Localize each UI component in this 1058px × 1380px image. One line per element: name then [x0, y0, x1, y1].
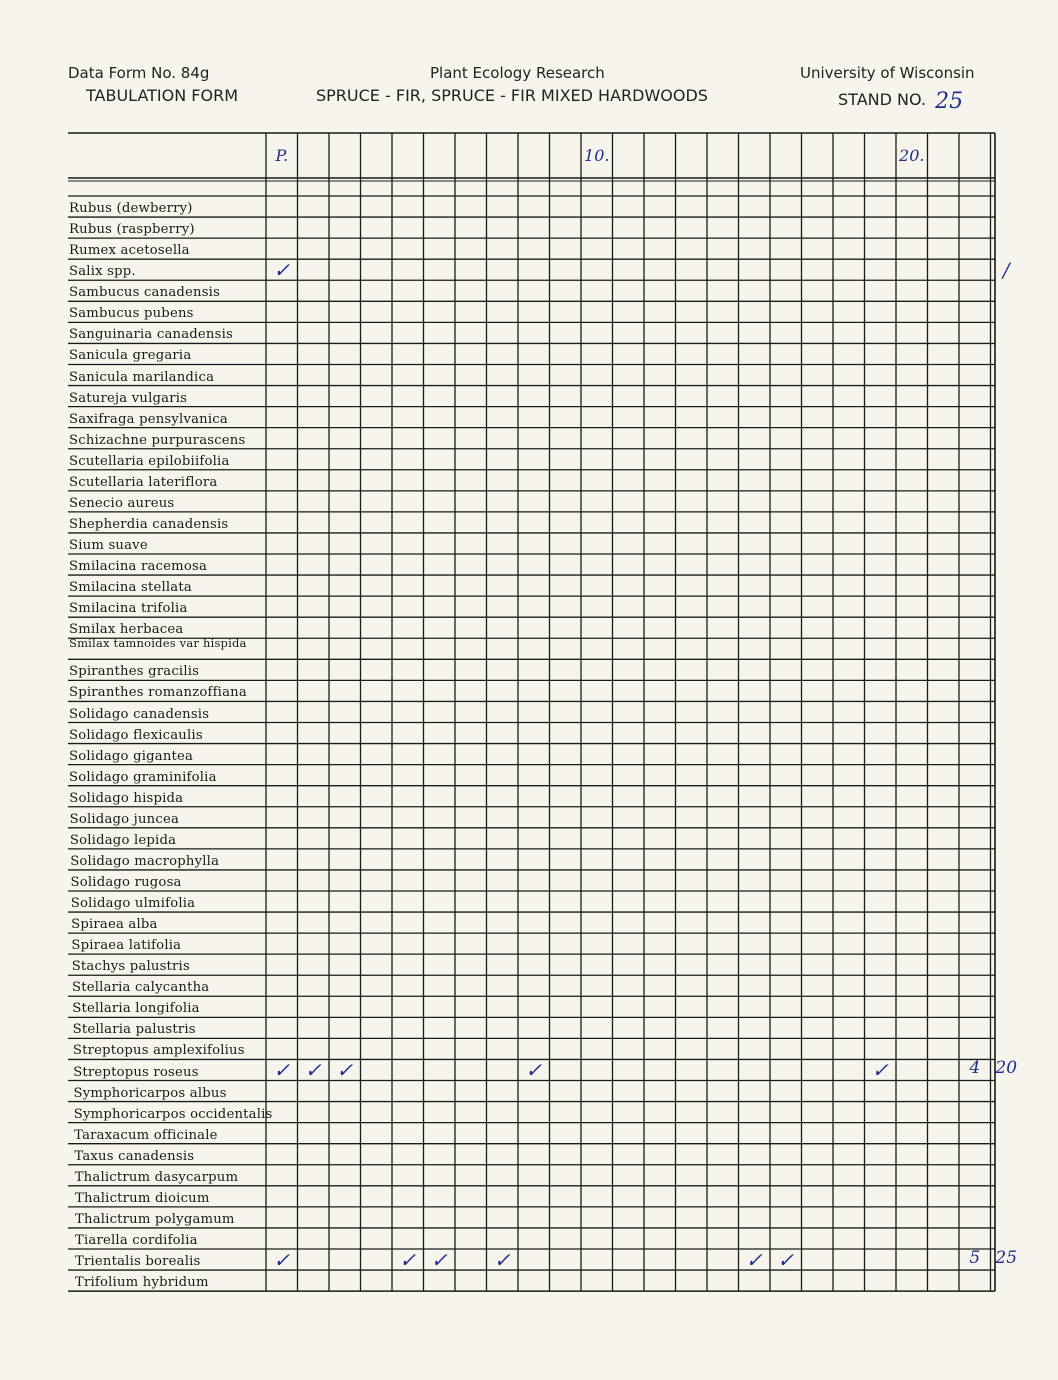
- stand-value: 25: [935, 89, 964, 114]
- species-label: Rumex acetosella: [69, 243, 190, 259]
- species-label: Rubus (dewberry): [69, 201, 193, 217]
- species-label: Sanicula marilandica: [69, 369, 215, 385]
- species-label: Solidago rugosa: [70, 874, 182, 890]
- species-label: Sambucus canadensis: [69, 285, 221, 301]
- check-mark: ✓: [273, 258, 291, 283]
- species-label: Sambucus pubens: [69, 306, 194, 322]
- species-label: Sanicula gregaria: [69, 348, 192, 364]
- check-mark: ✓: [525, 1058, 543, 1083]
- species-label: Shepherdia canadensis: [69, 516, 229, 532]
- species-label: Stellaria palustris: [72, 1022, 196, 1038]
- check-mark: ✓: [777, 1248, 795, 1272]
- species-label: Schizachne purpurascens: [69, 432, 246, 448]
- species-label: Spiraea latifolia: [71, 938, 182, 954]
- species-label: Smilax tamnoides var hispida: [69, 636, 247, 651]
- species-label: Scutellaria epilobiifolia: [69, 453, 230, 469]
- program-title: Plant Ecology Research: [430, 64, 605, 82]
- species-label: Trientalis borealis: [75, 1254, 201, 1270]
- species-label: Streptopus roseus: [73, 1064, 199, 1080]
- species-label: Solidago graminifolia: [69, 769, 217, 785]
- species-label: Symphoricarpos albus: [73, 1085, 227, 1101]
- species-label: Streptopus amplexifolius: [72, 1043, 245, 1059]
- form-number: Data Form No. 84g: [68, 64, 210, 82]
- tally-number: 4: [969, 1058, 981, 1079]
- check-mark: ✓: [273, 1248, 291, 1272]
- check-mark: ✓: [745, 1248, 763, 1272]
- column-header: P.: [275, 146, 289, 165]
- check-mark: /: [1002, 258, 1010, 283]
- species-label: Smilax herbacea: [69, 622, 184, 638]
- species-label: Stellaria longifolia: [72, 1001, 200, 1017]
- species-label: Taxus canadensis: [74, 1148, 195, 1164]
- species-label: Solidago juncea: [69, 811, 180, 827]
- tally-number: 25: [995, 1248, 1018, 1268]
- form-type: TABULATION FORM: [86, 86, 239, 105]
- forest-type-title: SPRUCE - FIR, SPRUCE - FIR MIXED HARDWOODS: [316, 86, 708, 105]
- check-mark: ✓: [399, 1248, 417, 1272]
- species-label: Saxifraga pensylvanica: [69, 411, 228, 427]
- species-label: Satureja vulgaris: [69, 390, 188, 406]
- species-label: Thalictrum polygamum: [75, 1211, 235, 1227]
- tally-number: 5: [969, 1248, 981, 1268]
- species-label: Thalictrum dasycarpum: [74, 1169, 239, 1185]
- species-label: Spiranthes gracilis: [69, 664, 200, 680]
- species-label: Solidago gigantea: [69, 748, 194, 764]
- species-label: Smilacina stellata: [69, 580, 192, 596]
- species-label: Solidago hispida: [69, 790, 184, 806]
- species-label: Symphoricarpos occidentalis: [73, 1106, 273, 1122]
- species-label: Solidago macrophylla: [70, 853, 220, 869]
- species-label: Smilacina trifolia: [69, 601, 188, 617]
- tally-number: 20: [995, 1058, 1018, 1079]
- check-mark: ✓: [304, 1058, 322, 1083]
- species-label: Solidago lepida: [69, 832, 177, 848]
- species-label: Solidago ulmifolia: [70, 896, 196, 912]
- check-mark: ✓: [430, 1248, 448, 1272]
- species-label: Spiranthes romanzoffiana: [69, 685, 247, 701]
- species-label: Stellaria calycantha: [72, 980, 210, 996]
- species-label: Stachys palustris: [71, 959, 190, 975]
- species-label: Salix spp.: [69, 264, 136, 280]
- stand-label: STAND NO.: [838, 90, 927, 109]
- species-label: Trifolium hybridum: [75, 1275, 209, 1291]
- species-label: Rubus (raspberry): [69, 222, 195, 238]
- species-label: Solidago canadensis: [69, 706, 210, 722]
- check-mark: ✓: [336, 1058, 354, 1083]
- species-label: Tiarella cordifolia: [75, 1233, 198, 1248]
- check-mark: ✓: [493, 1248, 511, 1272]
- species-label: Senecio aureus: [69, 495, 175, 511]
- species-label: Taraxacum officinale: [74, 1127, 218, 1143]
- institution: University of Wisconsin: [800, 64, 975, 82]
- check-mark: ✓: [871, 1058, 889, 1083]
- column-header: 20.: [899, 146, 925, 165]
- check-mark: ✓: [273, 1058, 291, 1083]
- species-label: Smilacina racemosa: [69, 559, 208, 575]
- species-label: Scutellaria lateriflora: [69, 474, 218, 490]
- species-label: Thalictrum dioicum: [75, 1190, 210, 1206]
- column-header: 10.: [584, 146, 610, 165]
- species-label: Spiraea alba: [71, 917, 158, 933]
- species-label: Solidago flexicaulis: [69, 727, 203, 743]
- species-label: Sanguinaria canadensis: [69, 327, 233, 343]
- species-label: Sium suave: [69, 538, 148, 554]
